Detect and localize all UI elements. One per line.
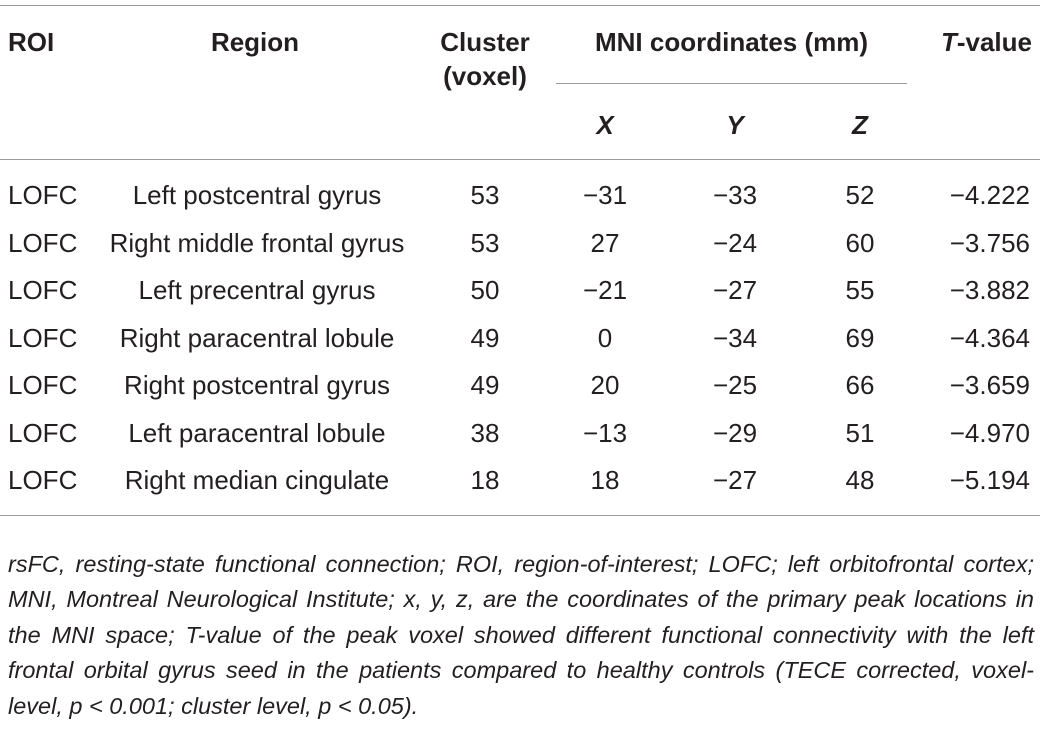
header-cluster-line2: (voxel)	[443, 61, 527, 91]
cell-y: −34	[712, 322, 758, 353]
cell-region: Left precentral gyrus	[138, 275, 376, 305]
cell-x: 0	[597, 322, 613, 353]
header-roi: ROI	[8, 27, 55, 57]
table-row	[0, 172, 1040, 219]
cell-z: 55	[845, 275, 875, 305]
header-mni: MNI coordinates (mm)	[594, 27, 869, 57]
header-region: Region	[210, 27, 300, 57]
cell-cluster: 49	[470, 370, 500, 400]
cell-z: 52	[845, 180, 875, 210]
cell-region: Left postcentral gyrus	[132, 180, 382, 210]
cell-cluster: 18	[470, 465, 500, 495]
cell-y: −25	[712, 370, 758, 400]
cell-roi: LOFC	[8, 322, 78, 353]
header-t-value	[941, 25, 1032, 59]
cell-x: 20	[590, 370, 620, 400]
cell-roi: LOFC	[8, 227, 78, 258]
cell-region: Right postcentral gyrus	[124, 370, 390, 400]
cell-x: 18	[590, 465, 620, 495]
cell-z: 51	[845, 417, 875, 448]
table-row	[0, 457, 1040, 504]
cell-t-value: −4.364	[949, 322, 1030, 353]
header-x: X	[596, 110, 614, 140]
cell-roi: LOFC	[8, 465, 78, 495]
table-bottom-rule	[0, 515, 1040, 516]
header-y: Y	[726, 110, 744, 140]
cell-cluster: 38	[470, 417, 500, 448]
cell-cluster: 53	[470, 227, 500, 258]
table-row	[0, 315, 1040, 362]
cell-region: Right median cingulate	[124, 465, 390, 495]
cell-z: 60	[845, 227, 875, 258]
cell-roi: LOFC	[8, 370, 78, 400]
cell-y: −33	[712, 180, 758, 210]
cell-z: 69	[845, 322, 875, 353]
header-t-letter: T	[940, 27, 957, 57]
cell-x: −21	[582, 275, 628, 305]
cell-cluster: 49	[470, 322, 500, 353]
header-z: Z	[852, 110, 868, 140]
cell-t-value: −4.970	[949, 417, 1030, 448]
header-cluster	[420, 25, 550, 93]
cell-x: −13	[582, 417, 628, 448]
cell-y: −24	[712, 227, 758, 258]
cell-cluster: 50	[470, 275, 500, 305]
table-footnote: rsFC, resting-state functional connection; ROI, region-of-interest; LOFC; left orbitofrontal cortex; MNI, Montreal Neurological Institute; x, y, z, are the coordinates of the primary peak locations in the MNI space; T-value of the peak voxel showed different functional connectivity with the left frontal orbital gyrus seed in the patients compared to healthy controls (TECE corrected, voxel-level, p < 0.001; cluster level, p < 0.05).	[8, 550, 1034, 719]
table-row	[0, 267, 1040, 314]
cell-z: 66	[845, 370, 875, 400]
cell-region: Left paracentral lobule	[128, 417, 386, 448]
header-cluster-line1: Cluster	[440, 27, 530, 57]
cell-x: −31	[582, 180, 628, 210]
header-t-suffix: -value	[956, 27, 1032, 57]
header-bottom-rule	[0, 159, 1040, 160]
cell-t-value: −5.194	[949, 465, 1030, 495]
cell-z: 48	[845, 465, 875, 495]
cell-t-value: −3.756	[949, 227, 1030, 258]
cell-region: Right middle frontal gyrus	[109, 227, 405, 258]
table-row	[0, 362, 1040, 409]
cell-y: −27	[712, 465, 758, 495]
cell-region: Right paracentral lobule	[119, 322, 395, 353]
cell-y: −29	[712, 417, 758, 448]
table-top-rule	[0, 5, 1040, 6]
cell-t-value: −4.222	[949, 180, 1030, 210]
cell-roi: LOFC	[8, 275, 78, 305]
cell-x: 27	[590, 227, 620, 258]
table-row	[0, 220, 1040, 267]
cell-roi: LOFC	[8, 180, 78, 210]
cell-t-value: −3.882	[949, 275, 1030, 305]
table-row	[0, 410, 1040, 457]
mni-sub-rule	[556, 83, 907, 84]
cell-t-value: −3.659	[949, 370, 1030, 400]
cell-roi: LOFC	[8, 417, 78, 448]
cell-y: −27	[712, 275, 758, 305]
cell-cluster: 53	[470, 180, 500, 210]
